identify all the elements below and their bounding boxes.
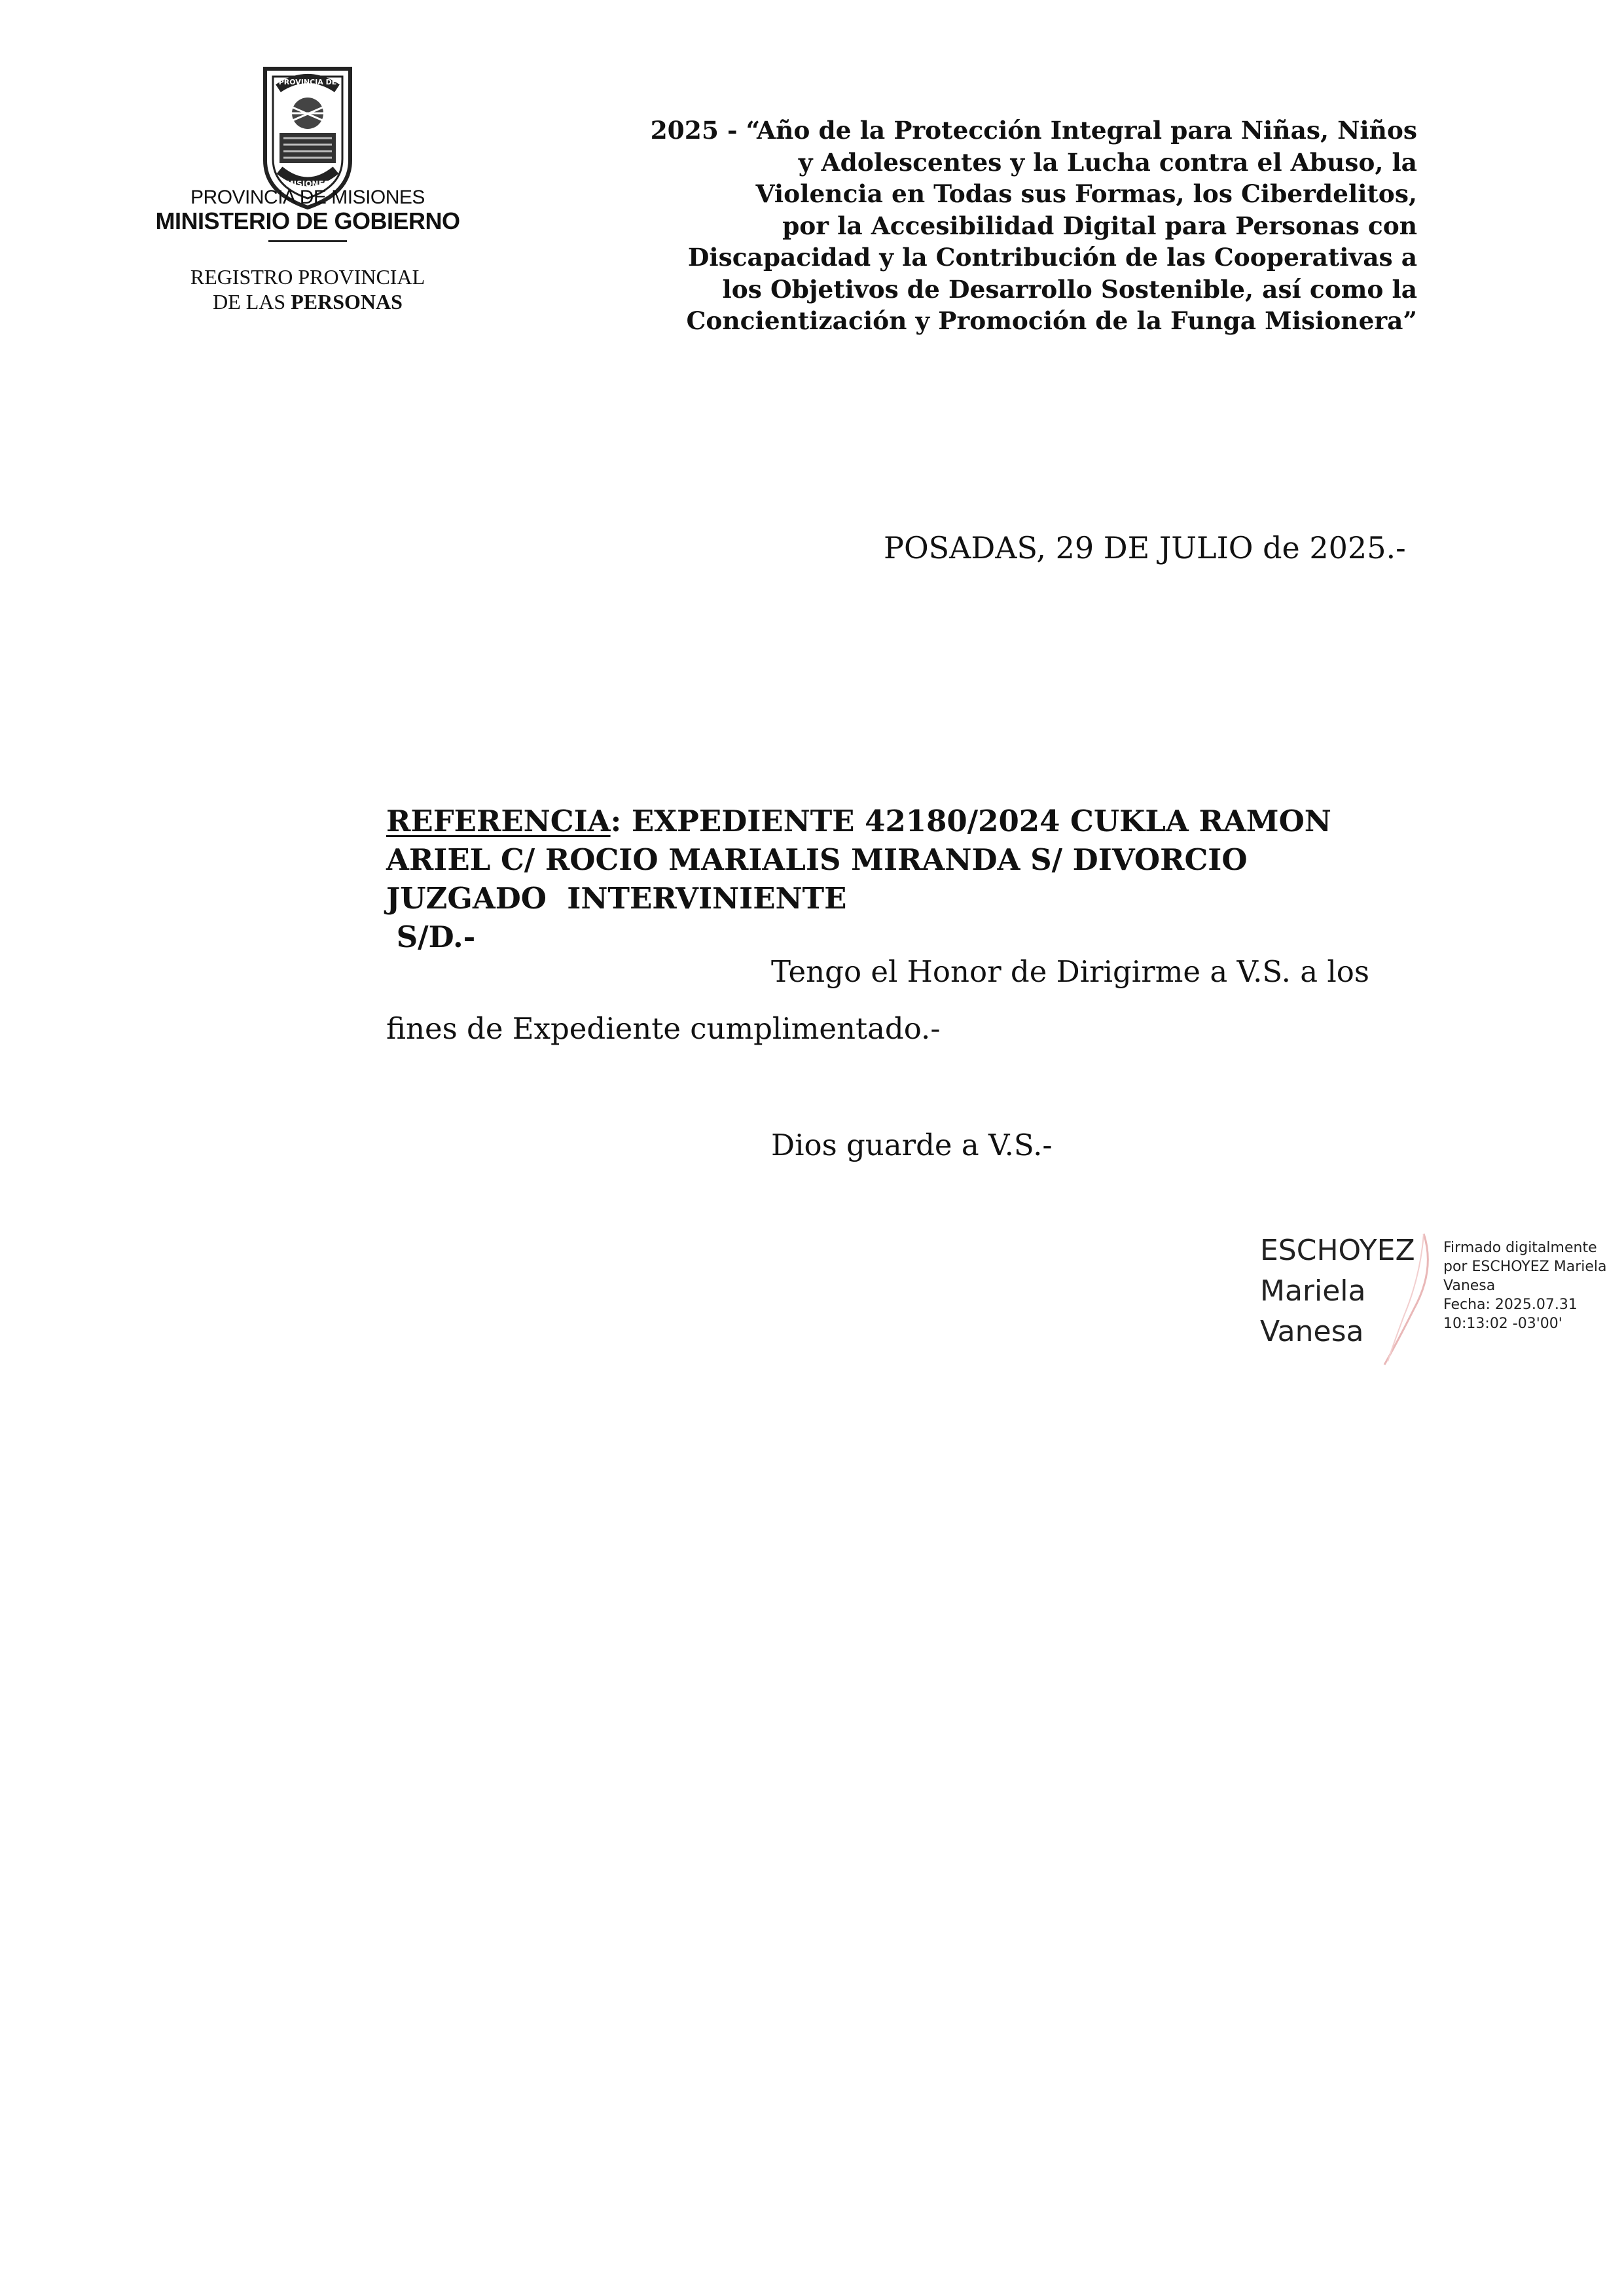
signature-detail-line: Vanesa [1443,1278,1496,1294]
signer-name-line: Mariela [1260,1274,1366,1308]
signature-detail-line: Fecha: 2025.07.31 [1443,1297,1578,1313]
signature-details [1443,1238,1607,1333]
motto-line: Concientización y Promoción de la Funga Misionera” [686,306,1417,335]
motto-line: Violencia en Todas sus Formas, los Ciberdelitos, [755,179,1417,208]
reference-line-1 [386,802,1499,840]
registry-line-1: REGISTRO PROVINCIAL [190,265,425,289]
signature-detail-line: Firmado digitalmente [1443,1240,1597,1256]
document-date: POSADAS, 29 DE JULIO de 2025.- [884,530,1406,565]
registry-line-2-prefix: DE LAS [213,290,291,314]
emblem-text-bottom: MISIONES [285,179,330,188]
reference-line-2: ARIEL C/ ROCIO MARIALIS MIRANDA S/ DIVORCIO [386,842,1248,877]
signer-name-line: Vanesa [1260,1315,1364,1348]
motto-line: 2025 - “Año de la Protección Integral para Niñas, Niños [650,116,1417,145]
signature-flourish-icon [1358,1230,1437,1368]
reference-block [386,802,1499,956]
closing-line: Dios guarde a V.S.- [771,1128,1053,1162]
reference-label: REFERENCIA [386,804,611,838]
motto-line: y Adolescentes y la Lucha contra el Abuso, la [798,147,1417,177]
reference-line-1-rest: : EXPEDIENTE 42180/2024 CUKLA RAMON [610,804,1331,838]
ministry-divider [268,240,347,242]
signer-name-line: ESCHOYEZ [1260,1234,1415,1267]
reference-line-3: JUZGADO INTERVINIENTE [386,881,847,916]
signature-detail-line: por ESCHOYEZ Mariela [1443,1259,1607,1275]
year-motto [589,115,1417,337]
motto-line: por la Accesibilidad Digital para Personas con [782,211,1417,240]
body-paragraph-line-2: fines de Expediente cumplimentado.- [386,1011,941,1046]
province-name: PROVINCIA DE MISIONES [190,187,425,208]
registry-line-2 [144,290,471,314]
reference-line-4: S/D.- [386,920,476,954]
body-paragraph-line-1: Tengo el Honor de Dirigirme a V.S. a los [771,954,1369,989]
digital-signature [1260,1230,1614,1368]
motto-line: Discapacidad y la Contribución de las Cooperativas a [687,243,1417,272]
motto-line: los Objetivos de Desarrollo Sostenible, así como la [722,274,1417,304]
signature-detail-line: 10:13:02 -03'00' [1443,1316,1562,1332]
emblem-text-top: PROVINCIA DE [278,78,337,86]
registry-line-2-bold: PERSONAS [291,290,403,314]
ministry-name: MINISTERIO DE GOBIERNO [155,207,460,234]
